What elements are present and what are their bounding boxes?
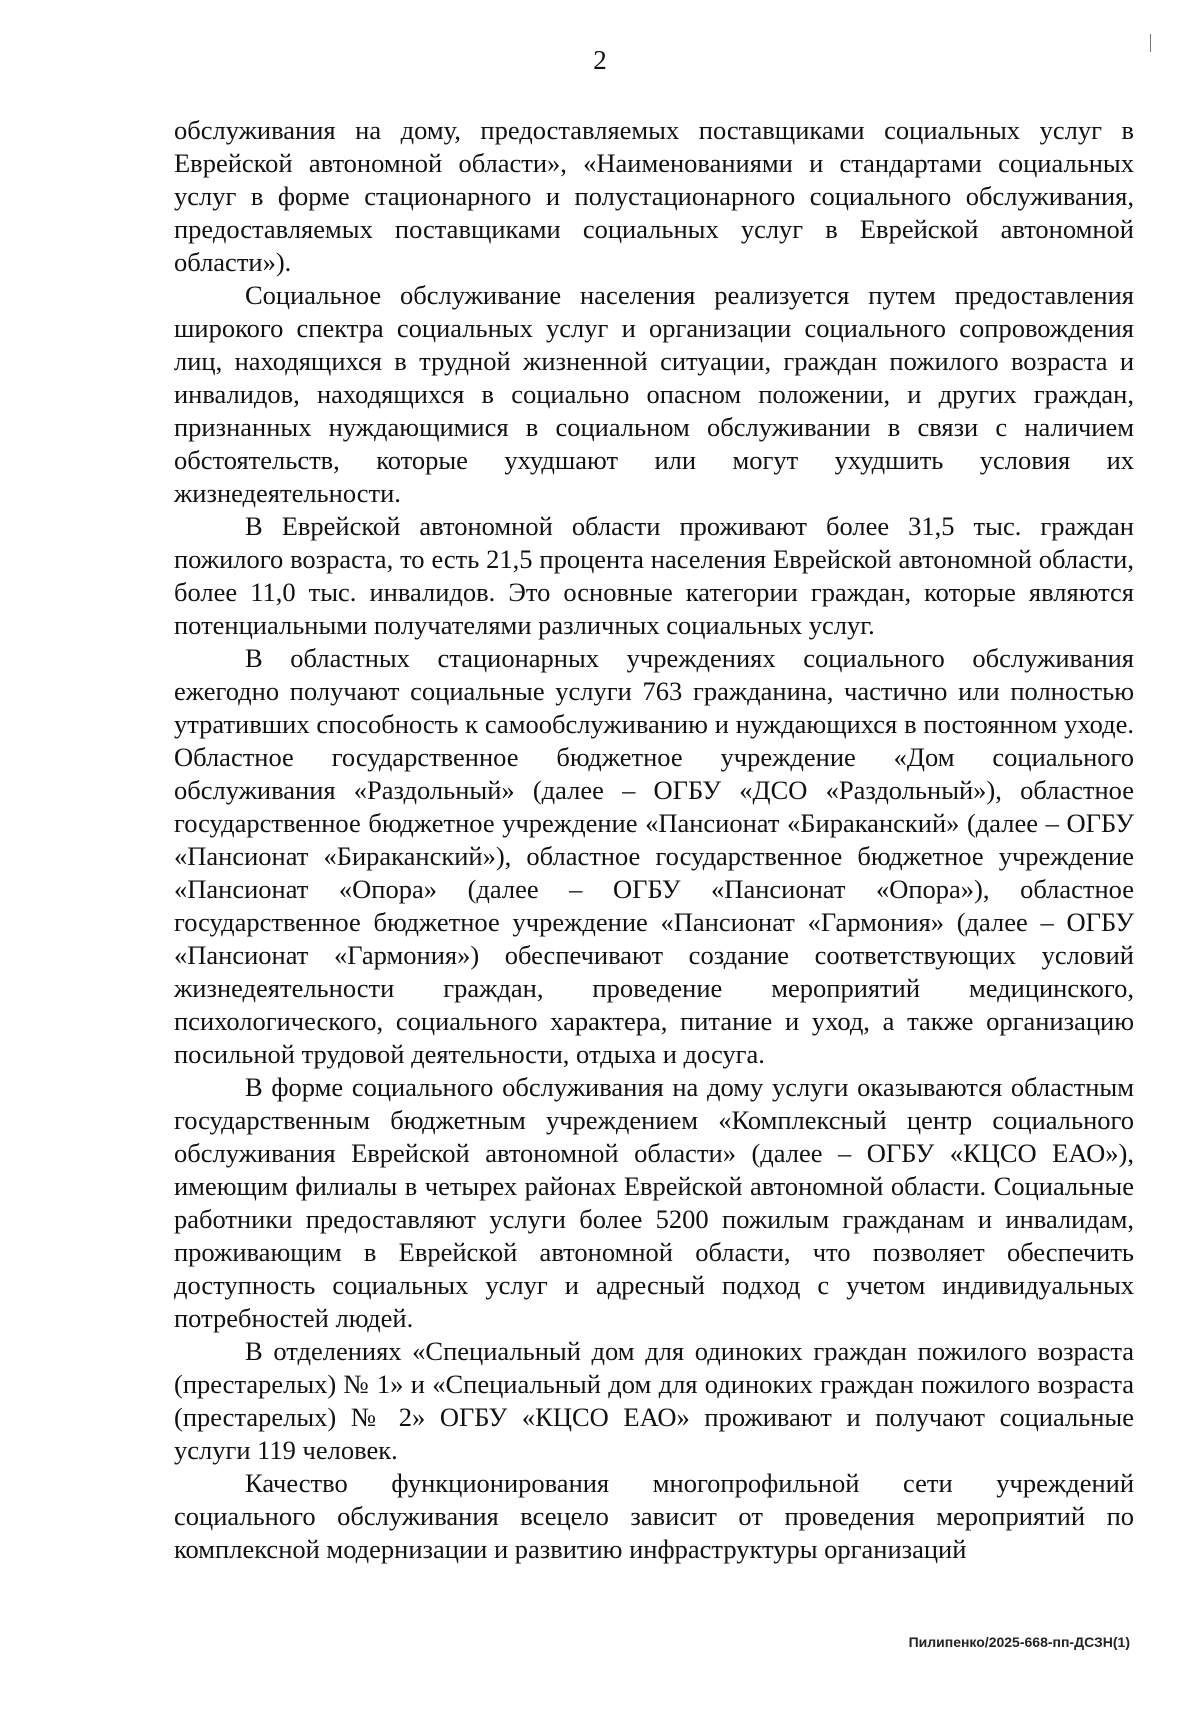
paragraph-quality: Качество функционирования многопрофильной сети учреждений социального обслуживания всецело зависит от проведения мероприятий по комплексной модернизации и развитию инфраструктуры организаций [174, 1468, 1134, 1564]
page-number: 2 [593, 45, 607, 75]
document-body [174, 114, 1134, 1566]
document-code: Пилипенко/2025-668-пп-ДСЗН(1) [908, 1634, 1130, 1650]
paragraph-continuation: обслуживания на дому, предоставляемых поставщиками социальных услуг в Еврейской автономной области», «Наименованиями и стандартами социальных услуг в форме стационарного и полустационарного социального обслуживания, предоставляемых поставщиками социальных услуг в Еврейской автономной области»). [174, 115, 1134, 277]
paragraph-home-services: В форме социального обслуживания на дому услуги оказываются областным государственным бюджетным учреждением «Комплексный центр социального обслуживания Еврейской автономной области» (далее – ОГБУ «КЦСО ЕАО»), имеющим филиалы в четырех районах Еврейской автономной области. Социальные работники предоставляют услуги более 5200 пожилым гражданам и инвалидам, проживающим в Еврейской автономной области, что позволяет обеспечить доступность социальных услуг и адресный подход с учетом индивидуальных потребностей людей. [174, 1072, 1134, 1333]
paragraph-stationary-institutions: В областных стационарных учреждениях социального обслуживания ежегодно получают социальные услуги 763 гражданина, частично или полностью утративших способность к самообслуживанию и нуждающихся в постоянном уходе. Областное государственное бюджетное учреждение «Дом социального обслуживания «Раздольный» (далее – ОГБУ «ДСО «Раздольный»), областное государственное бюджетное учреждение «Пансионат «Бираканский» (далее – ОГБУ «Пансионат «Бираканский»), областное государственное бюджетное учреждение «Пансионат «Опора» (далее – ОГБУ «Пансионат «Опора»), областное государственное бюджетное учреждение «Пансионат «Гармония» (далее – ОГБУ «Пансионат «Гармония») обеспечивают создание соответствующих условий жизнедеятельности граждан, проведение мероприятий медицинского, психологического, социального характера, питание и уход, а также организацию посильной трудовой деятельности, отдыха и досуга. [174, 643, 1134, 1069]
paragraph-population: В Еврейской автономной области проживают более 31,5 тыс. граждан пожилого возраста, то есть 21,5 процента населения Еврейской автономной области, более 11,0 тыс. инвалидов. Это основные категории граждан, которые являются потенциальными получателями различных социальных услуг. [174, 511, 1134, 640]
paragraph-social-services: Социальное обслуживание населения реализуется путем предоставления широкого спектра социальных услуг и организации социального сопровождения лиц, находящихся в трудной жизненной ситуации, граждан пожилого возраста и инвалидов, находящихся в социально опасном положении, и других граждан, признанных нуждающимися в социальном обслуживании в связи с наличием обстоятельств, которые ухудшают или могут ухудшить условия их жизнедеятельности. [174, 280, 1134, 508]
paragraph-special-houses: В отделениях «Специальный дом для одиноких граждан пожилого возраста (престарелых) № 1» и «Специальный дом для одиноких граждан пожилого возраста (престарелых) № 2» ОГБУ «КЦСО ЕАО» проживают и получают социальные услуги 119 человек. [174, 1336, 1134, 1465]
scan-edge-mark [1150, 34, 1151, 52]
